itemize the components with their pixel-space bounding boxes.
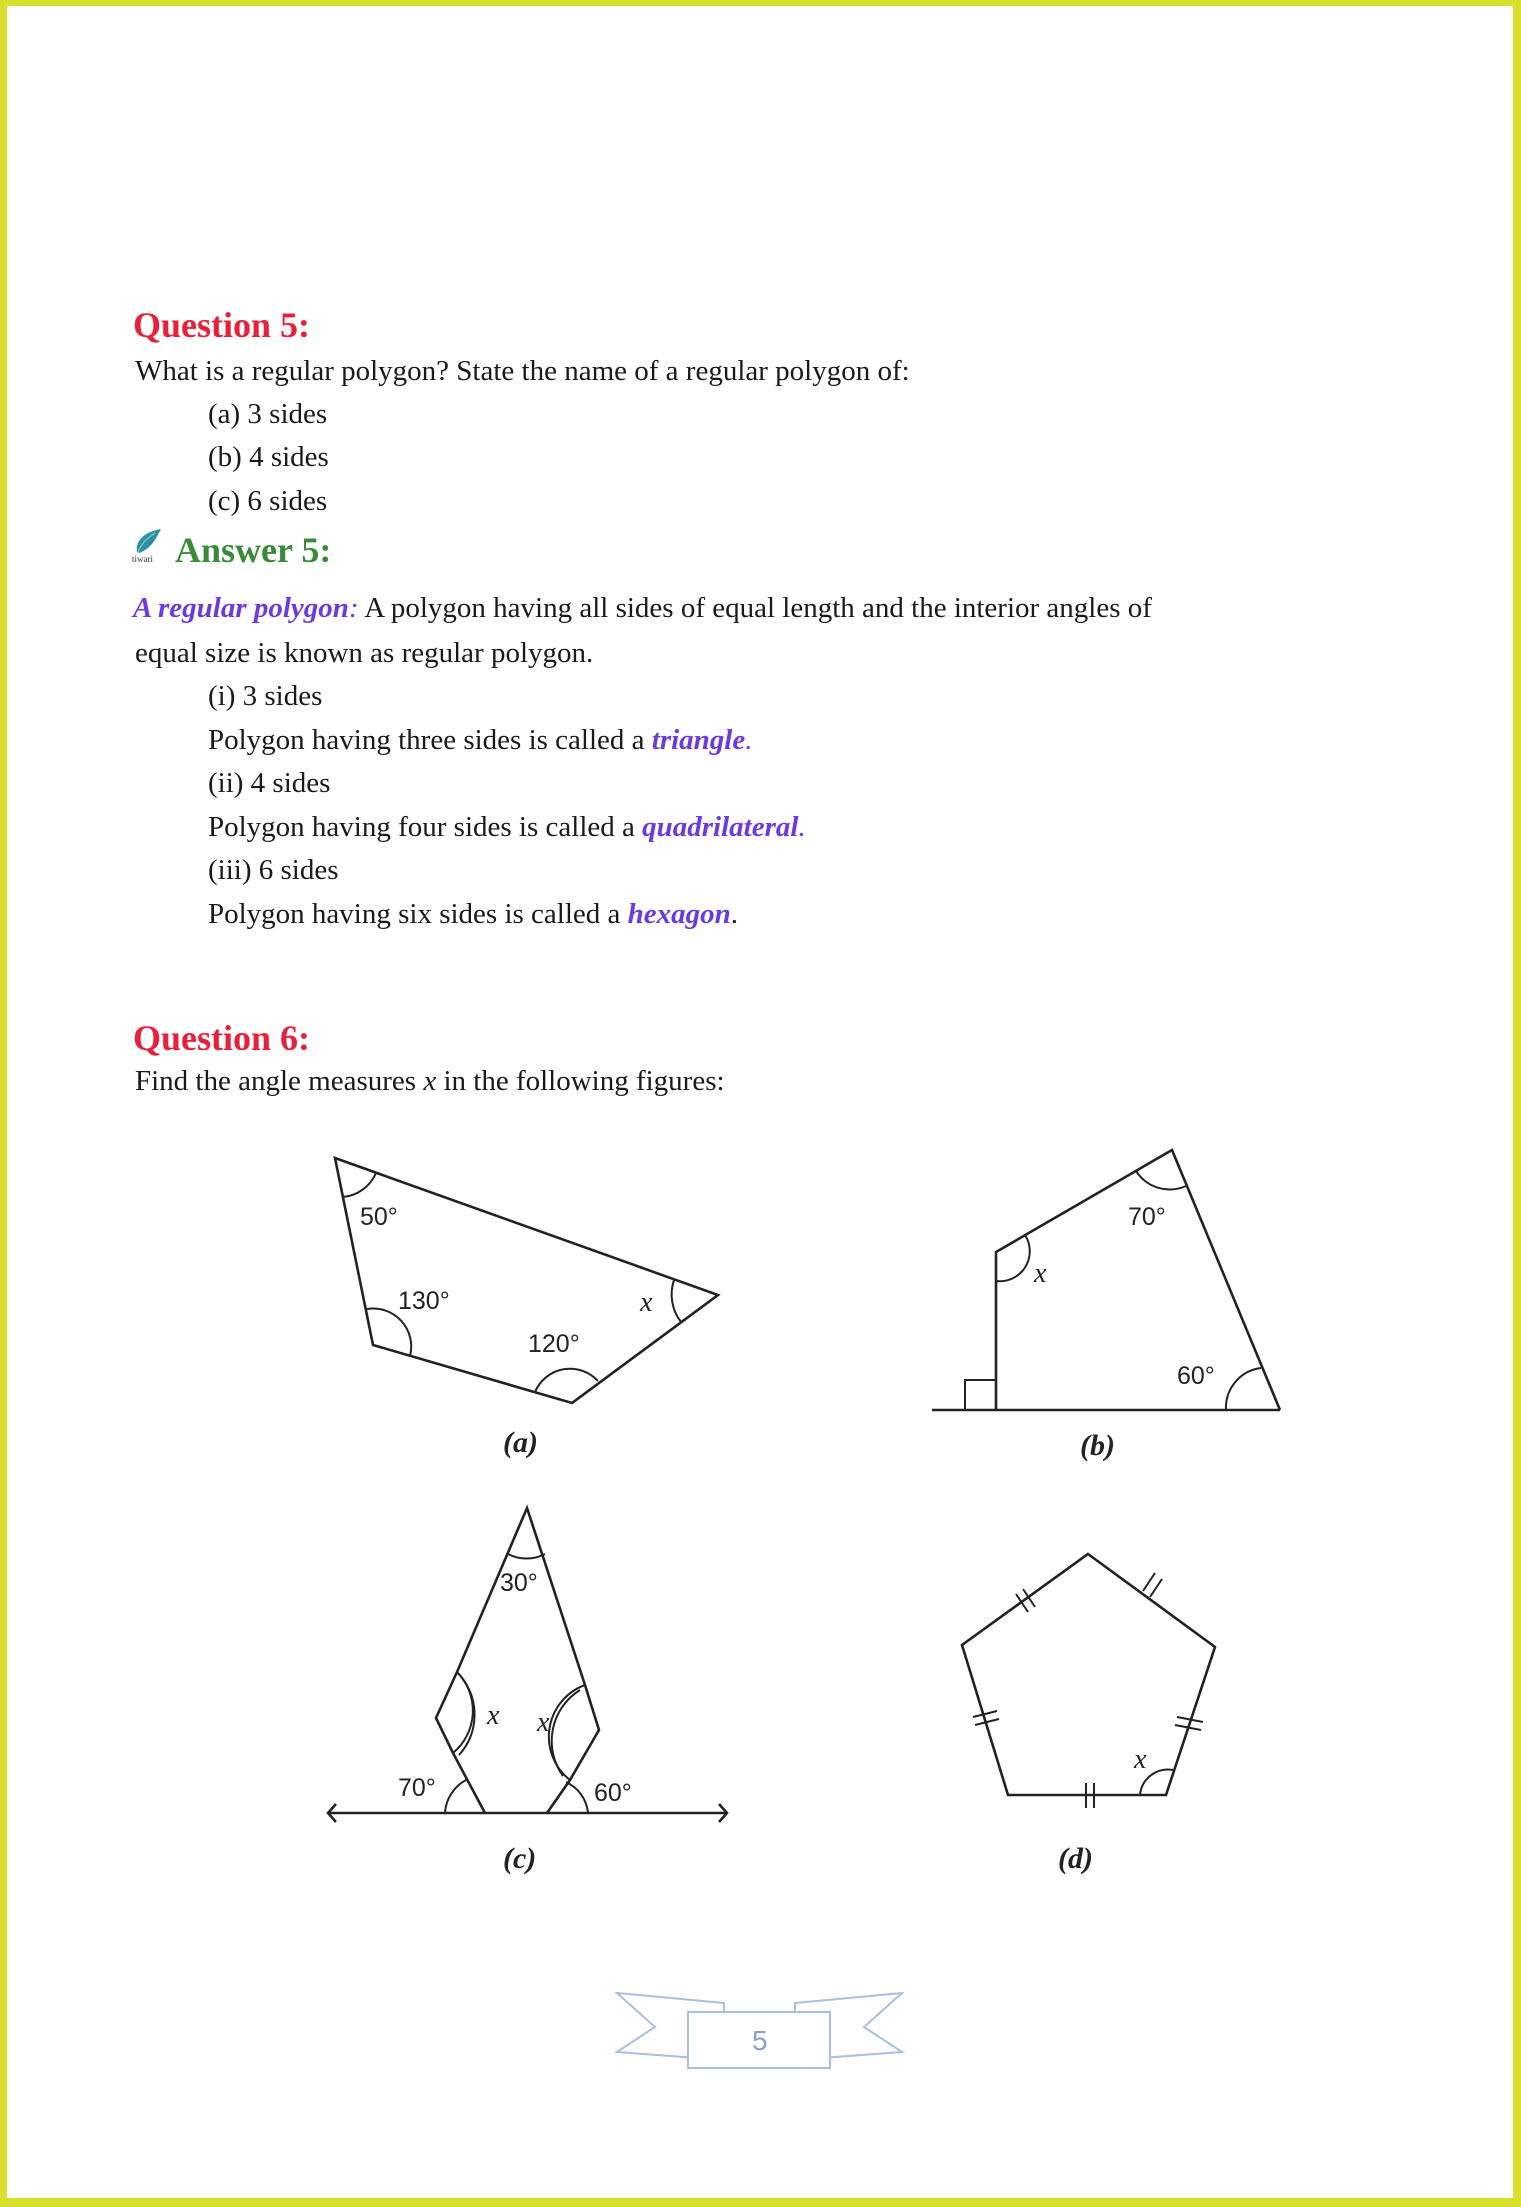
variable-x: x <box>423 1065 437 1097</box>
sentence-end: . <box>745 724 753 756</box>
term-hexagon: hexagon <box>627 898 731 930</box>
figure-d-pentagon <box>962 1554 1215 1808</box>
prompt-text: in the following figures: <box>436 1065 725 1097</box>
term-triangle: triangle <box>651 724 746 756</box>
fig-a-unknown-x: x <box>640 1287 653 1318</box>
answer-5-heading: Answer 5: <box>175 530 332 570</box>
fig-b-angle-60: 60° <box>1177 1362 1215 1390</box>
question-5-option-b: (b) 4 sides <box>208 441 329 473</box>
question-6-heading: Question 6: <box>133 1018 311 1058</box>
sentence-text: Polygon having three sides is called a <box>208 724 652 756</box>
question-5-prompt: What is a regular polygon? State the name of a regular polygon of: <box>135 355 910 387</box>
figure-a-quadrilateral <box>335 1158 718 1403</box>
page-number: 5 <box>752 2025 768 2056</box>
term-quadrilateral: quadrilateral <box>642 811 799 843</box>
prompt-text: Find the angle measures <box>135 1065 424 1097</box>
sentence-text: Polygon having four sides is called a <box>208 811 643 843</box>
fig-a-angle-120: 120° <box>528 1330 580 1358</box>
regular-polygon-definition-line-2: equal size is known as regular polygon. <box>135 637 594 669</box>
fig-c-caption: (c) <box>503 1842 537 1875</box>
sentence-end: . <box>798 811 806 843</box>
fig-a-caption: (a) <box>503 1426 538 1459</box>
definition-colon: : <box>348 592 359 624</box>
fig-d-caption: (d) <box>1058 1842 1093 1875</box>
fig-b-angle-70: 70° <box>1128 1203 1166 1231</box>
definition-text: A polygon having all sides of equal length and the interior angles of <box>358 592 1152 624</box>
question-5-option-a: (a) 3 sides <box>208 398 328 430</box>
fig-c-angle-70: 70° <box>398 1774 436 1802</box>
question-5-option-c: (c) 6 sides <box>208 485 328 517</box>
figure-c-triangle-with-notches <box>328 1508 727 1822</box>
fig-c-angle-30: 30° <box>500 1569 538 1597</box>
svg-text:tiwari: tiwari <box>132 554 153 564</box>
fig-c-unknown-x-right: x <box>537 1707 550 1738</box>
figure-b-polygon <box>932 1150 1280 1410</box>
answer-item-label-iii: (iii) 6 sides <box>208 854 339 886</box>
sentence-end: . <box>730 898 739 930</box>
question-5-heading: Question 5: <box>133 305 311 345</box>
fig-c-angle-60: 60° <box>594 1779 632 1807</box>
definition-term: A regular polygon <box>133 592 349 624</box>
answer-item-label-i: (i) 3 sides <box>208 680 323 712</box>
fig-a-angle-50: 50° <box>360 1203 398 1231</box>
fig-b-unknown-x: x <box>1034 1258 1047 1289</box>
sentence-text: Polygon having six sides is called a <box>208 898 628 930</box>
fig-c-unknown-x-left: x <box>487 1700 500 1731</box>
answer-item-label-ii: (ii) 4 sides <box>208 767 331 799</box>
fig-d-unknown-x: x <box>1134 1744 1147 1775</box>
fig-a-angle-130: 130° <box>398 1287 450 1315</box>
fig-b-caption: (b) <box>1080 1429 1115 1462</box>
